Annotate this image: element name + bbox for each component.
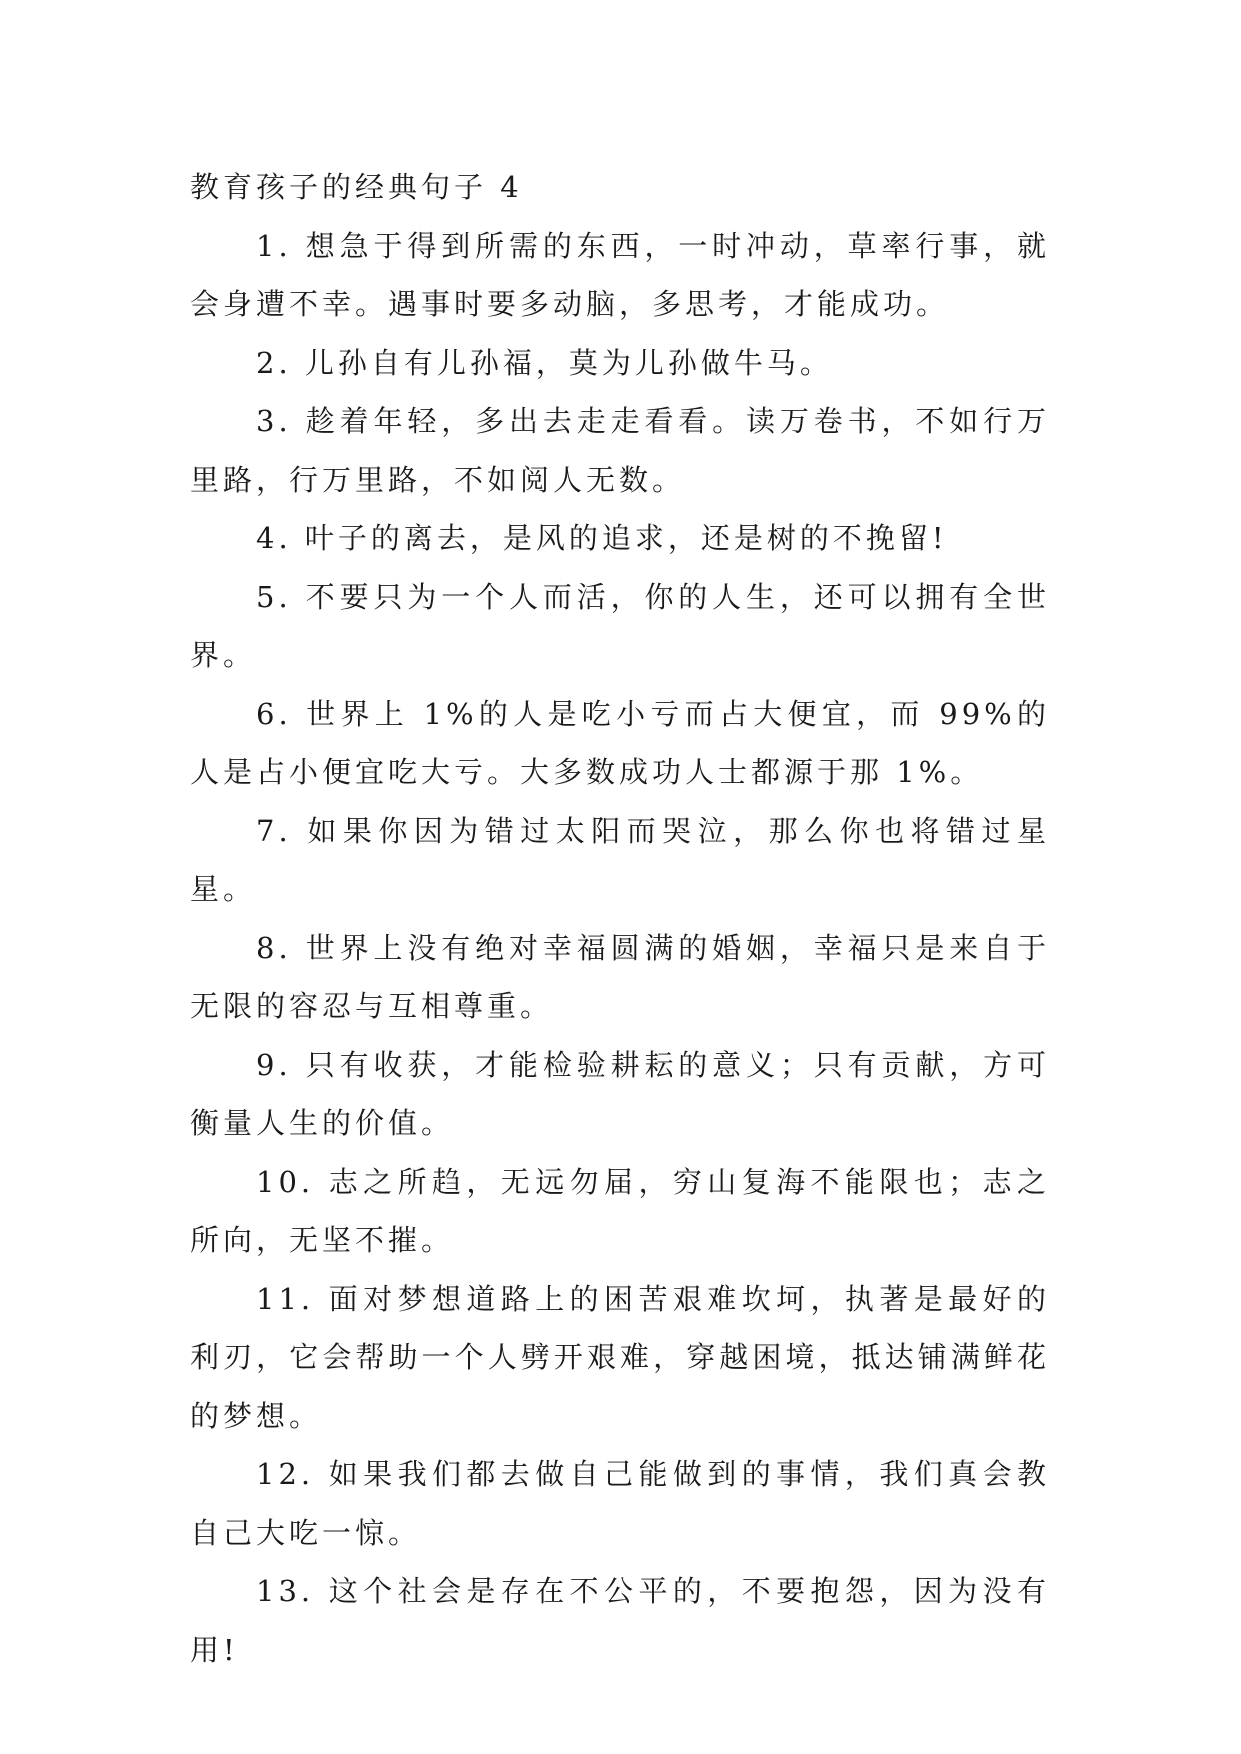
quote-item-5: 5. 不要只为一个人而活，你的人生，还可以拥有全世界。	[190, 579, 1050, 672]
quote-item-13: 13. 这个社会是存在不公平的，不要抱怨，因为没有用!	[190, 1574, 1050, 1667]
quote-item-6: 6. 世界上 1%的人是吃小亏而占大便宜，而 99%的人是占小便宜吃大亏。大多数成功人士都源于那 1%。	[190, 696, 1050, 789]
quote-item-2: 2. 儿孙自有儿孙福，莫为儿孙做牛马。	[256, 345, 833, 380]
quote-item-12: 12. 如果我们都去做自己能做到的事情，我们真会教自己大吃一惊。	[190, 1457, 1050, 1550]
document-body	[190, 158, 1050, 1679]
quote-item-9: 9. 只有收获，才能检验耕耘的意义；只有贡献，方可衡量人生的价值。	[190, 1047, 1050, 1140]
quote-item-3: 3. 趁着年轻，多出去走走看看。读万卷书，不如行万里路，行万里路，不如阅人无数。	[190, 404, 1050, 497]
quote-item-7: 7. 如果你因为错过太阳而哭泣，那么你也将错过星星。	[190, 813, 1050, 906]
quote-item-8: 8. 世界上没有绝对幸福圆满的婚姻，幸福只是来自于无限的容忍与互相尊重。	[190, 930, 1050, 1023]
quote-item-1: 1. 想急于得到所需的东西，一时冲动，草率行事，就会身遭不幸。遇事时要多动脑，多思考，才能成功。	[190, 228, 1050, 321]
quote-item-10: 10. 志之所趋，无远勿届，穷山复海不能限也；志之所向，无坚不摧。	[190, 1164, 1050, 1257]
quote-item-4: 4. 叶子的离去，是风的追求，还是树的不挽留!	[256, 521, 948, 555]
document-title: 教育孩子的经典句子 4	[190, 170, 523, 204]
quote-item-11: 11. 面对梦想道路上的困苦艰难坎坷，执著是最好的利刃，它会帮助一个人劈开艰难，穿越困境，抵达铺满鲜花的梦想。	[190, 1281, 1050, 1433]
